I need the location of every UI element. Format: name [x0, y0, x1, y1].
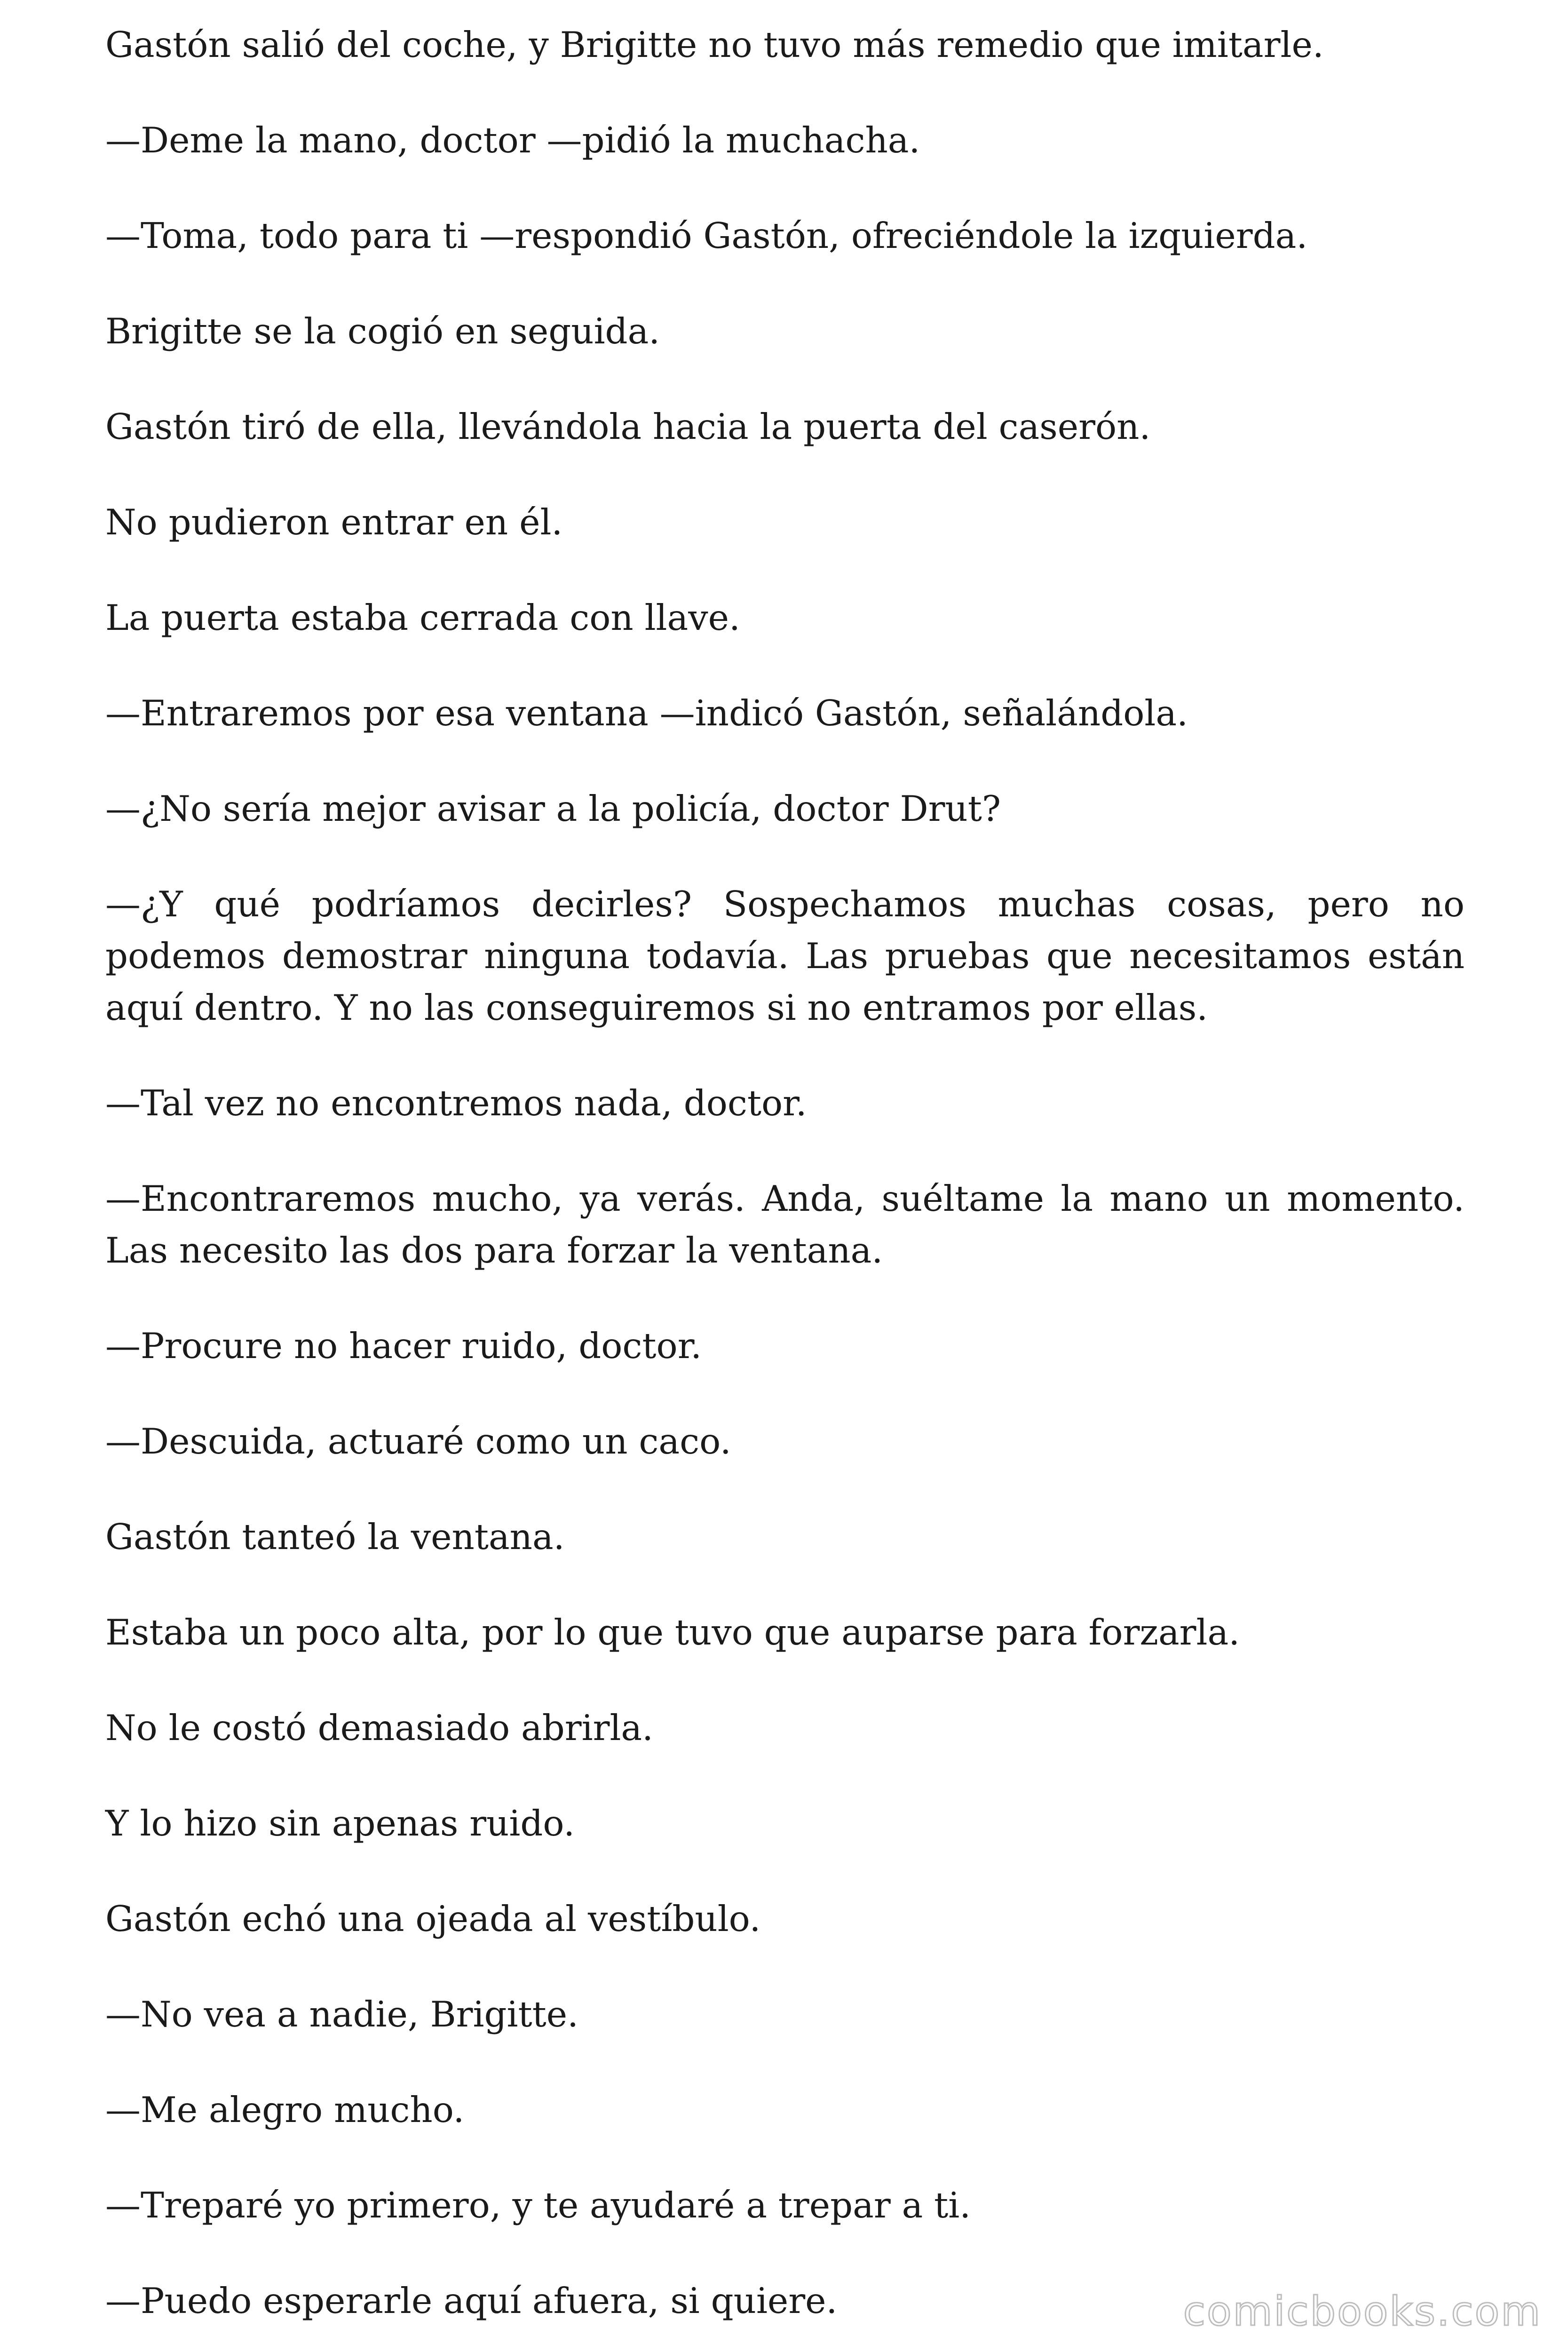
- paragraph: Y lo hizo sin apenas ruido.: [105, 1803, 575, 1844]
- paragraph: Gastón tanteó la ventana.: [105, 1516, 565, 1557]
- watermark: comicbooks.com: [1183, 2288, 1542, 2335]
- paragraph: —Puedo esperarle aquí afuera, si quiere.: [105, 2280, 838, 2321]
- paragraph: Brigitte se la cogió en seguida.: [105, 310, 660, 352]
- paragraph: No pudieron entrar en él.: [105, 501, 563, 543]
- paragraph: —Deme la mano, doctor —pidió la muchacha.: [105, 119, 920, 161]
- paragraph: La puerta estaba cerrada con llave.: [105, 597, 740, 638]
- paragraph: —No vea a nadie, Brigitte.: [105, 1994, 579, 2035]
- paragraph: —Toma, todo para ti —respondió Gastón, ofreciéndole la izquierda.: [105, 215, 1308, 256]
- paragraph: —Procure no hacer ruido, doctor.: [105, 1325, 702, 1367]
- paragraph: —¿No sería mejor avisar a la policía, doctor Drut?: [105, 788, 1001, 829]
- page-body: [105, 19, 1465, 2352]
- paragraph: —Tal vez no encontremos nada, doctor.: [105, 1082, 807, 1124]
- paragraph: —Entraremos por esa ventana —indicó Gastón, señalándola.: [105, 692, 1188, 734]
- paragraph: Gastón salió del coche, y Brigitte no tuvo más remedio que imitarle.: [105, 24, 1324, 65]
- paragraph: No le costó demasiado abrirla.: [105, 1707, 653, 1748]
- paragraph: Estaba un poco alta, por lo que tuvo que auparse para forzarla.: [105, 1612, 1240, 1653]
- paragraph: —¿Y qué podríamos decirles? Sospechamos muchas cosas, pero no podemos demostrar ninguna todavía. Las pruebas que necesitamos están aquí dentro. Y no las conseguiremos si no entramos por ellas.: [105, 883, 1465, 1028]
- paragraph: —Me alegro mucho.: [105, 2089, 465, 2130]
- paragraph: Gastón echó una ojeada al vestíbulo.: [105, 1898, 761, 1939]
- paragraph: —Descuida, actuaré como un caco.: [105, 1421, 731, 1462]
- paragraph: —Encontraremos mucho, ya verás. Anda, suéltame la mano un momento. Las necesito las dos para forzar la ventana.: [105, 1178, 1465, 1271]
- paragraph: Gastón tiró de ella, llevándola hacia la puerta del caserón.: [105, 406, 1151, 447]
- paragraph: —Treparé yo primero, y te ayudaré a trepar a ti.: [105, 2185, 971, 2226]
